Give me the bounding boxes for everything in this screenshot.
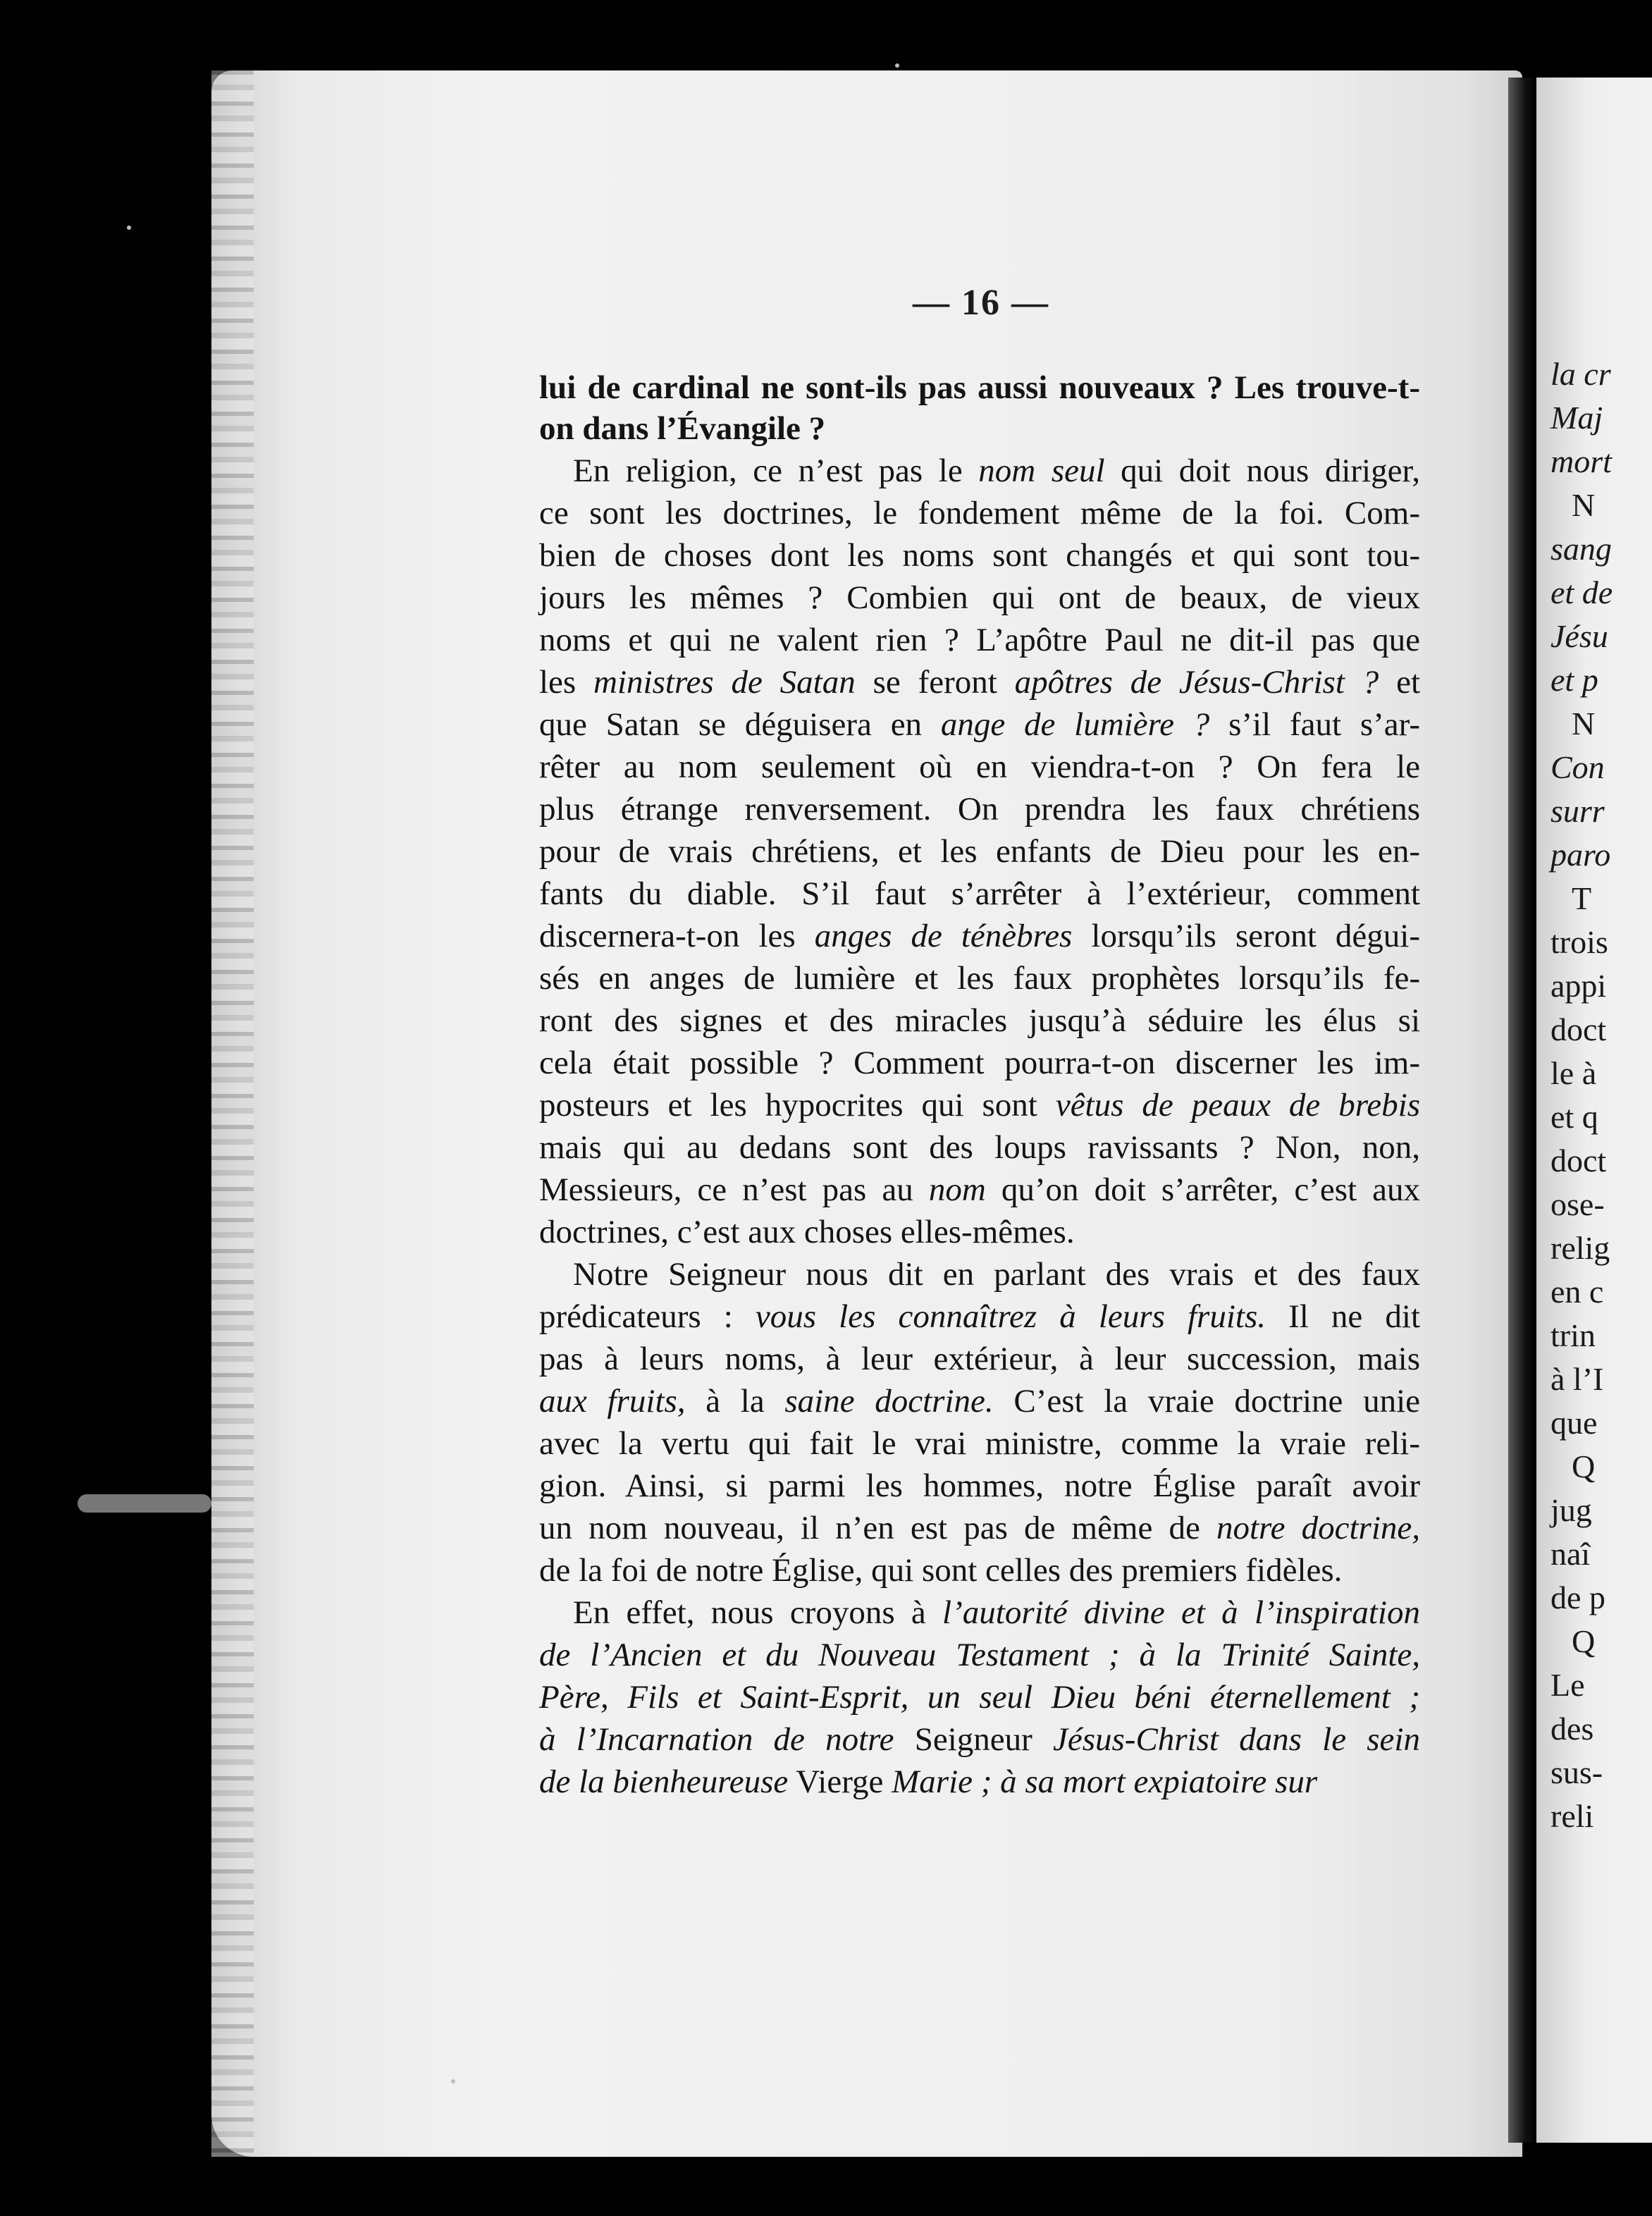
text-line: pour de vrais chrétiens, et les enfants de Dieu pour les en- bbox=[539, 833, 1420, 870]
text-line: pas à leurs noms, à leur extérieur, à leur succession, mais bbox=[539, 1341, 1420, 1377]
facing-text-fragment: Jésu bbox=[1551, 618, 1608, 654]
facing-text-fragment: Q bbox=[1572, 1448, 1596, 1484]
facing-text-fragment: surr bbox=[1551, 793, 1605, 829]
text-line: de la bienheureuse Vierge Marie ; à sa mort expiatoire sur bbox=[539, 1763, 1318, 1800]
facing-text-fragment: en c bbox=[1551, 1274, 1604, 1310]
facing-text-fragment: appi bbox=[1551, 968, 1607, 1004]
text-line: En effet, nous croyons à l’autorité divine et à l’inspiration bbox=[573, 1594, 1420, 1631]
text-line: lui de cardinal ne sont-ils pas aussi nouveaux ? Les trouve-t- bbox=[539, 369, 1420, 406]
text-line: posteurs et les hypocrites qui sont vêtus de peaux de brebis bbox=[539, 1087, 1420, 1124]
facing-text-fragment: sus- bbox=[1551, 1754, 1603, 1790]
facing-text-fragment: et de bbox=[1551, 574, 1613, 610]
text-line: fants du diable. S’il faut s’arrêter à l’extérieur, comment bbox=[539, 875, 1420, 912]
facing-text-fragment: N bbox=[1572, 706, 1596, 741]
text-line: à l’Incarnation de notre Seigneur Jésus-Christ dans le sein bbox=[539, 1721, 1420, 1758]
text-line: jours les mêmes ? Combien qui ont de beaux, de vieux bbox=[539, 579, 1420, 616]
text-line: rêter au nom seulement où en viendra-t-on ? On fera le bbox=[539, 749, 1420, 785]
text-line: prédicateurs : vous les connaîtrez à leurs fruits. Il ne dit bbox=[539, 1298, 1421, 1335]
text-line: sés en anges de lumière et les faux prophètes lorsqu’ils fe- bbox=[539, 960, 1420, 997]
facing-text-fragment: le à bbox=[1551, 1055, 1597, 1091]
text-line: bien de choses dont les noms sont changés et qui sont tou- bbox=[539, 537, 1420, 574]
facing-text-fragment: jug bbox=[1551, 1492, 1592, 1528]
facing-text-fragment: Maj bbox=[1551, 400, 1603, 436]
facing-text-fragment: naî bbox=[1551, 1536, 1591, 1572]
text-line: que Satan se déguisera en ange de lumière ? s’il faut s’ar- bbox=[539, 706, 1420, 743]
dust-speck bbox=[451, 2079, 455, 2083]
text-line: Notre Seigneur nous dit en parlant des vrais et des faux bbox=[573, 1256, 1420, 1293]
facing-text-fragment: Con bbox=[1551, 749, 1605, 785]
text-line: doctrines, c’est aux choses elles-mêmes. bbox=[539, 1214, 1075, 1250]
text-line: avec la vertu qui fait le vrai ministre, comme la vraie reli- bbox=[539, 1425, 1420, 1462]
text-line: ce sont les doctrines, le fondement même de la foi. Com- bbox=[539, 495, 1420, 531]
facing-text-fragment: ose- bbox=[1551, 1186, 1605, 1222]
facing-text-fragment: trois bbox=[1551, 924, 1608, 960]
dust-speck bbox=[127, 226, 131, 230]
facing-text-fragment: de p bbox=[1551, 1580, 1605, 1615]
text-line: cela était possible ? Comment pourra-t-on discerner les im- bbox=[539, 1045, 1420, 1081]
text-line: de la foi de notre Église, qui sont celles des premiers fidèles. bbox=[539, 1552, 1343, 1589]
dust-speck bbox=[895, 63, 899, 68]
text-line: discernera-t-on les anges de ténèbres lorsqu’ils seront dégui- bbox=[539, 918, 1420, 954]
text-line: gion. Ainsi, si parmi les hommes, notre Église paraît avoir bbox=[539, 1467, 1420, 1504]
text-line: ront des signes et des miracles jusqu’à séduire les élus si bbox=[539, 1002, 1420, 1039]
facing-text-fragment: et p bbox=[1551, 662, 1598, 698]
text-line: mais qui au dedans sont des loups ravissants ? Non, non, bbox=[539, 1129, 1420, 1166]
facing-text-fragment: que bbox=[1551, 1405, 1598, 1441]
text-line: les ministres de Satan se feront apôtres de Jésus-Christ ? et bbox=[539, 664, 1421, 701]
text-line: on dans l’Évangile ? bbox=[539, 410, 826, 447]
facing-text-fragment: doct bbox=[1551, 1143, 1607, 1178]
facing-text-fragment: la cr bbox=[1551, 356, 1611, 392]
facing-text-fragment: et q bbox=[1551, 1099, 1598, 1135]
facing-text-fragment: relig bbox=[1551, 1230, 1610, 1266]
text-line: plus étrange renversement. On prendra les faux chrétiens bbox=[539, 791, 1420, 827]
right-page-edge bbox=[1536, 78, 1652, 2143]
book-gutter bbox=[1508, 78, 1536, 2143]
facing-text-fragment: doct bbox=[1551, 1011, 1607, 1047]
text-line: aux fruits, à la saine doctrine. C’est la vraie doctrine unie bbox=[539, 1383, 1421, 1420]
facing-text-fragment: mort bbox=[1551, 443, 1612, 479]
text-line: un nom nouveau, il n’en est pas de même de notre doctrine, bbox=[539, 1510, 1420, 1546]
text-line: Père, Fils et Saint-Esprit, un seul Dieu béni éternellement ; bbox=[539, 1679, 1420, 1716]
facing-text-fragment: des bbox=[1551, 1711, 1594, 1747]
facing-text-fragment: paro bbox=[1551, 837, 1611, 873]
text-line: de l’Ancien et du Nouveau Testament ; à la Trinité Sainte, bbox=[539, 1637, 1420, 1673]
page-number: — 16 — bbox=[913, 283, 1049, 323]
facing-text-fragment: trin bbox=[1551, 1317, 1596, 1353]
facing-text-fragment: Q bbox=[1572, 1623, 1596, 1659]
facing-text-fragment: reli bbox=[1551, 1798, 1594, 1834]
binding-clip bbox=[78, 1494, 211, 1513]
facing-text-fragment: à l’I bbox=[1551, 1361, 1604, 1397]
facing-text-fragment: T bbox=[1572, 880, 1592, 916]
facing-text-fragment: N bbox=[1572, 487, 1596, 523]
text-line: Messieurs, ce n’est pas au nom qu’on doit s’arrêter, c’est aux bbox=[539, 1171, 1420, 1208]
facing-text-fragment: Le bbox=[1551, 1667, 1585, 1703]
text-line: noms et qui ne valent rien ? L’apôtre Paul ne dit-il pas que bbox=[539, 622, 1420, 658]
text-line: En religion, ce n’est pas le nom seul qui doit nous diriger, bbox=[573, 453, 1420, 489]
facing-text-fragment: sang bbox=[1551, 531, 1612, 567]
